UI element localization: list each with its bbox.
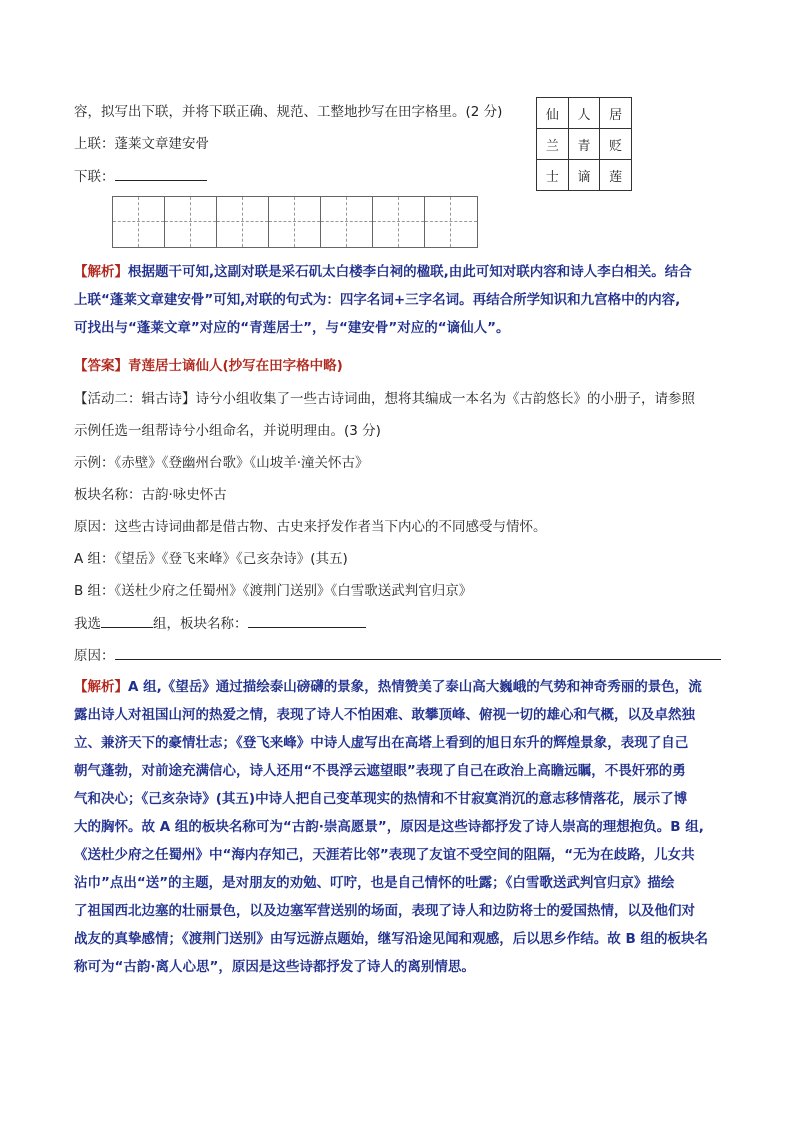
grid-cell: 贬 (600, 129, 632, 160)
section-name-line: 板块名称：古韵·咏史怀古 (74, 487, 227, 503)
activity-two-line-2: 示例任选一组帮诗兮小组命名，并说明理由。(3 分) (74, 423, 381, 439)
grid-cell: 莲 (600, 160, 632, 191)
reason-line: 原因：这些古诗词曲都是借古物、古史来抒发作者当下内心的不同感受与情怀。 (74, 519, 547, 535)
grid-cell: 谪 (568, 160, 600, 191)
group-a-line: A 组：《望岳》《登飞来峰》《己亥杂诗》(其五) (74, 551, 348, 567)
tianzige-cell[interactable] (165, 197, 217, 247)
analysis-1: 【解析】根据题干可知,这副对联是采石矶太白楼李白祠的楹联,由此可知对联内容和诗人李白相关。结合 上联“蓬莱文章建安骨”可知,对联的句式为：四字名词+三字名词。再结合所学知识和九宫格中的内容, 可找出与“蓬莱文章”对应的“青莲居士”，与“建安骨”对应的“谪仙人”。 (74, 264, 692, 336)
section-name-blank[interactable] (248, 613, 366, 628)
grid-cell: 青 (568, 129, 600, 160)
tianzige-cell[interactable] (269, 197, 321, 247)
upper-couplet: 上联：蓬莱文章建安骨 (74, 136, 209, 152)
tianzige-cell[interactable] (113, 197, 165, 247)
group-choice-blank[interactable] (101, 613, 153, 628)
nine-grid (536, 97, 632, 191)
analysis-2: 【解析】A 组,《望岳》通过描绘泰山磅礴的景象，热情赞美了泰山高大巍峨的气势和神奇秀丽的景色，流 露出诗人对祖国山河的热爱之情，表现了诗人不怕困难、敢攀顶峰、俯视一切的雄心和气概，以及卓然独 立、兼济天下的豪情壮志；《登飞来峰》中诗人虚写出在高塔上看到的旭日东升的辉煌景象，表现了自己 朝气蓬勃，对前途充满信心，诗人还用“不畏浮云遮望眼”表现了自己在政治上高瞻远瞩，不畏奸邪的勇 气和决心；《己亥杂诗》(其五)中诗人把自己变革现实的热情和不甘寂寞消沉的意志移情落花，展示了博 大的胸怀。故 A 组的板块名称可为“古韵·崇高愿景”，原因是这些诗都抒发了诗人崇高的理想抱负。B 组, 《送杜少府之任蜀州》中“海内存知己，天涯若比邻”表现了友谊不受空间的阻隔，“无为在歧路，儿女共 沾巾”点出“送”的主题，是对朋友的劝勉、叮咛，也是自己情怀的吐露；《白雪歌送武判官归京》描绘 了祖国西北边塞的壮丽景色，以及边塞军营送别的场面，表现了诗人和边防将士的爱国热情，以及他们对 战友的真挚感情；《渡荆门送别》由写远游点题始，继写沿途见闻和观感，后以思乡作结。故 B 组的板块名 称可为“古韵·离人心思”，原因是这些诗都抒发了诗人的离别情思。 (74, 679, 708, 975)
lower-couplet-label: 下联： (74, 166, 207, 187)
choice-line: 我选 组，板块名称： (74, 613, 366, 634)
grid-cell: 居 (600, 98, 632, 129)
tianzige-writing-grid[interactable] (112, 196, 478, 248)
grid-cell: 士 (537, 160, 569, 191)
tianzige-cell[interactable] (321, 197, 373, 247)
tianzige-cell[interactable] (217, 197, 269, 247)
grid-cell: 仙 (537, 98, 569, 129)
tianzige-cell[interactable] (425, 197, 477, 247)
grid-cell: 人 (568, 98, 600, 129)
activity-two-line-1: 【活动二：辑古诗】诗兮小组收集了一些古诗词曲，想将其编成一本名为《古韵悠长》的小册子，请参照 (74, 391, 695, 407)
answer-1: 【答案】青莲居士谪仙人(抄写在田字格中略) (74, 358, 343, 374)
group-b-line: B 组：《送杜少府之任蜀州》《渡荆门送别》《白雪歌送武判官归京》 (74, 583, 473, 599)
tianzige-cell[interactable] (373, 197, 425, 247)
question-prompt: 容，拟写出下联，并将下联正确、规范、工整地抄写在田字格里。(2 分) (74, 104, 503, 120)
grid-cell: 兰 (537, 129, 569, 160)
example-line: 示例：《赤壁》《登幽州台歌》《山坡羊·潼关怀古》 (74, 455, 369, 471)
reason-answer-line: 原因： (74, 645, 721, 666)
reason-blank[interactable] (115, 645, 721, 660)
lower-couplet-blank[interactable] (115, 166, 207, 181)
